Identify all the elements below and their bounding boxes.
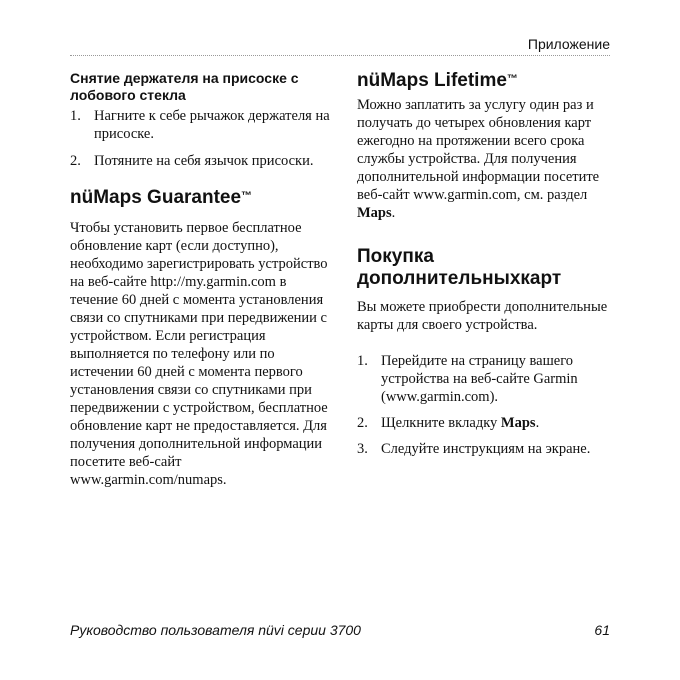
list-item: 2. Щелкните вкладку Maps. (357, 415, 540, 431)
page-number: 61 (594, 622, 610, 638)
remove-mount-heading: Снятие держателя на присоске с лобового стекла (70, 70, 299, 103)
maps-tab-reference: Maps (500, 415, 536, 431)
purchase-intro: Вы можете приобрести дополнительные карты для своего устройства. (357, 299, 608, 333)
purchase-steps (357, 352, 615, 458)
lifetime-heading: nüMaps Lifetime™ (357, 70, 518, 91)
purchase-heading: Покупка дополнительныхкарт (357, 246, 562, 289)
list-item: 3. Следуйте инструкциям на экране. (357, 441, 591, 457)
running-header: Приложение (527, 36, 610, 52)
footer-manual-title: Руководство пользователя nüvi серии 3700 (70, 622, 361, 638)
list-item: 2. Потяните на себя язычок присоски. (70, 153, 314, 169)
maps-reference: Maps (357, 205, 392, 221)
remove-mount-steps (70, 107, 332, 170)
right-column (357, 70, 615, 458)
header-divider (70, 55, 610, 56)
list-item: 1. Перейдите на страницу вашего устройства на веб-сайте Garmin (www.garmin.com). (357, 353, 578, 405)
list-item: 1. Нагните к себе рычажок держателя на присоске. (70, 108, 330, 142)
lifetime-body: Можно заплатить за услугу один раз и получать до четырех обновления карт ежегодно на протяжении всего срока службы устройства. Для получения дополнительной информации посетите веб-сайт www.garmin.com, см. раздел Maps. (357, 97, 600, 221)
guarantee-heading: nüMaps Guarantee™ (70, 187, 253, 208)
guarantee-body: Чтобы установить первое бесплатное обновление карт (если доступно), необходимо зарегистрировать устройство на веб-сайте http://my.garmin.com в течение 60 дней с момента установления связи со спутниками при передвижении с устройством. Если регистрация выполняется по телефону или по истечении 60 дней с момента первого установления связи со спутниками при передвижении с устройством, бесплатное обновление карт не предоставляется. Для получения дополнительной информации посетите веб-сайт www.garmin.com/numaps. (70, 220, 328, 488)
left-column (70, 70, 332, 489)
